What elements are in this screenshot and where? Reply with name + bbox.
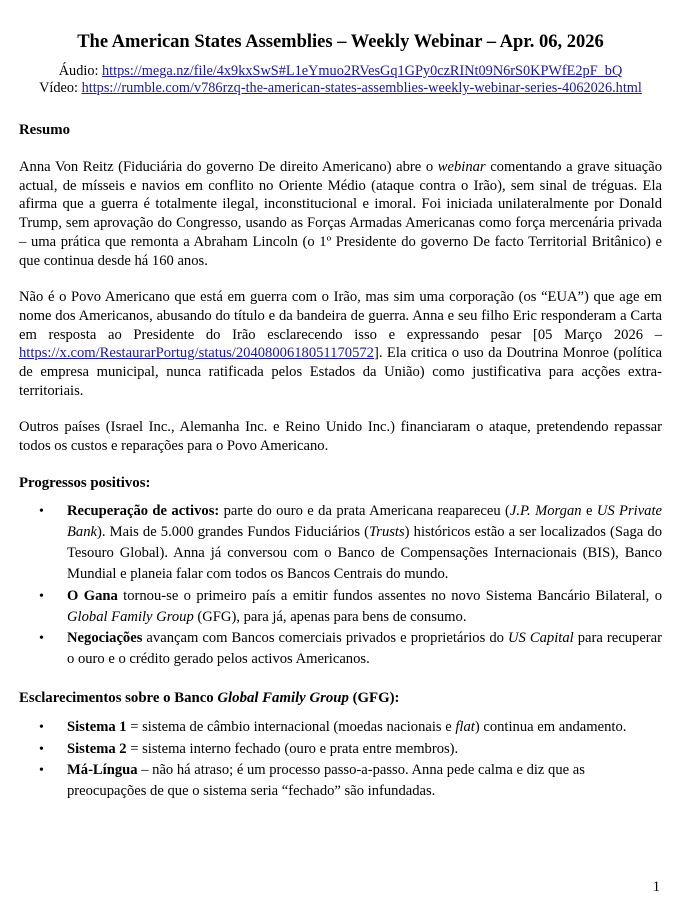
video-link[interactable]: https://rumble.com/v786rzq-the-american-states-assemblies-weekly-webinar-series-4062026.html	[81, 80, 642, 96]
bullet-icon: •	[39, 588, 44, 604]
list-item: • Má-Língua – não há atraso; é um processo passo-a-passo. Anna pede calma e diz que as preocupações de que o sistema seria “fechado” são infundadas.	[39, 761, 585, 800]
progressos-heading: Progressos positivos:	[19, 474, 151, 491]
progressos-list	[19, 501, 662, 671]
list-item: • Sistema 2 = sistema interno fechado (ouro e prata entre membros).	[19, 739, 662, 760]
audio-line	[19, 63, 662, 80]
list-item: • O Gana tornou-se o primeiro país a emitir fundos assentes no novo Sistema Bancário Bilateral, o Global Family Group (GFG), para já, apenas para bens de consumo.	[39, 587, 662, 625]
page-number: 1	[652, 879, 660, 895]
bullet-icon: •	[39, 720, 44, 736]
list-item: • Sistema 1 = sistema de câmbio internacional (moedas nacionais e flat) continua em andamento.	[19, 717, 662, 738]
video-line	[19, 80, 662, 97]
resumo-paragraph-3: Outros países (Israel Inc., Alemanha Inc. e Reino Unido Inc.) financiaram o ataque, pretendendo repassar todos os custos e reparações para o Povo Americano.	[19, 419, 662, 455]
audio-link[interactable]: https://mega.nz/file/4x9kxSwS#L1eYmuo2RVesGq1GPy0czRINt09N6rS0KPWfE2pF_bQ	[102, 63, 623, 79]
resumo-heading: Resumo	[19, 122, 70, 138]
document-page	[19, 0, 662, 802]
bullet-icon: •	[39, 631, 44, 647]
esclarecimentos-heading: Esclarecimentos sobre o Banco Global Family Group (GFG):	[19, 690, 400, 707]
bullet-icon: •	[39, 503, 44, 519]
resumo-paragraph-2: Não é o Povo Americano que está em guerra com o Irão, mas sim uma corporação (os “EUA”) que age em nome dos Americanos, abusando do título e da bandeira de guerra. Anna e seu filho Eric responderam a Carta em resposta ao Presidente do Irão esclarecendo isso e expressando pesar [05 Março 2026 – https://x.com/RestaurarPortug/status/2040800618051170572]. Ela critica o uso da Doutrina Monroe (política de empresa municipal, nunca ratificada pelos Estados da União) como justificativa para acções extra-territoriais.	[19, 289, 662, 399]
bullet-icon: •	[39, 762, 44, 778]
list-item: • Recuperação de activos: parte do ouro e da prata Americana reapareceu (J.P. Morgan e US Private Bank). Mais de 5.000 grandes Fundos Fiduciários (Trusts) históricos estão a ser localizados (Saga do Tesouro Global). Anna já conversou com o Banco de Compensações Internacionais (BIS), Banco Mundial e planeia falar com todos os Bancos Centrais do mundo.	[39, 502, 663, 583]
x-status-link[interactable]: https://x.com/RestaurarPortug/status/2040800618051170572	[19, 345, 374, 362]
audio-label: Áudio:	[58, 63, 103, 79]
media-links	[19, 63, 662, 97]
esclarecimentos-list	[19, 717, 662, 802]
document-title: The American States Assemblies – Weekly Webinar – Apr. 06, 2026	[77, 32, 604, 52]
video-label: Vídeo:	[39, 80, 82, 96]
list-item: • Negociações avançam com Bancos comerciais privados e proprietários do US Capital para recuperar o ouro e o crédito gerado pelos activos Americanos.	[39, 630, 662, 668]
bullet-icon: •	[39, 741, 44, 757]
resumo-paragraph-1: Anna Von Reitz (Fiduciária do governo De direito Americano) abre o webinar comentando a grave situação actual, de mísseis e navios em conflito no Oriente Médio (ataque contra o Irão), sem sinal de tréguas. Ela afirma que a guerra é totalmente ilegal, inconstitucional e imoral. Foi iniciada unilateralmente por Donald Trump, sem aprovação do Congresso, usando as Forças Armadas Americanas como força mercenária privada – uma prática que remonta a Abraham Lincoln (o 1º Presidente do governo De facto Territorial Britânico) e que continua desde há 160 anos.	[19, 159, 663, 269]
